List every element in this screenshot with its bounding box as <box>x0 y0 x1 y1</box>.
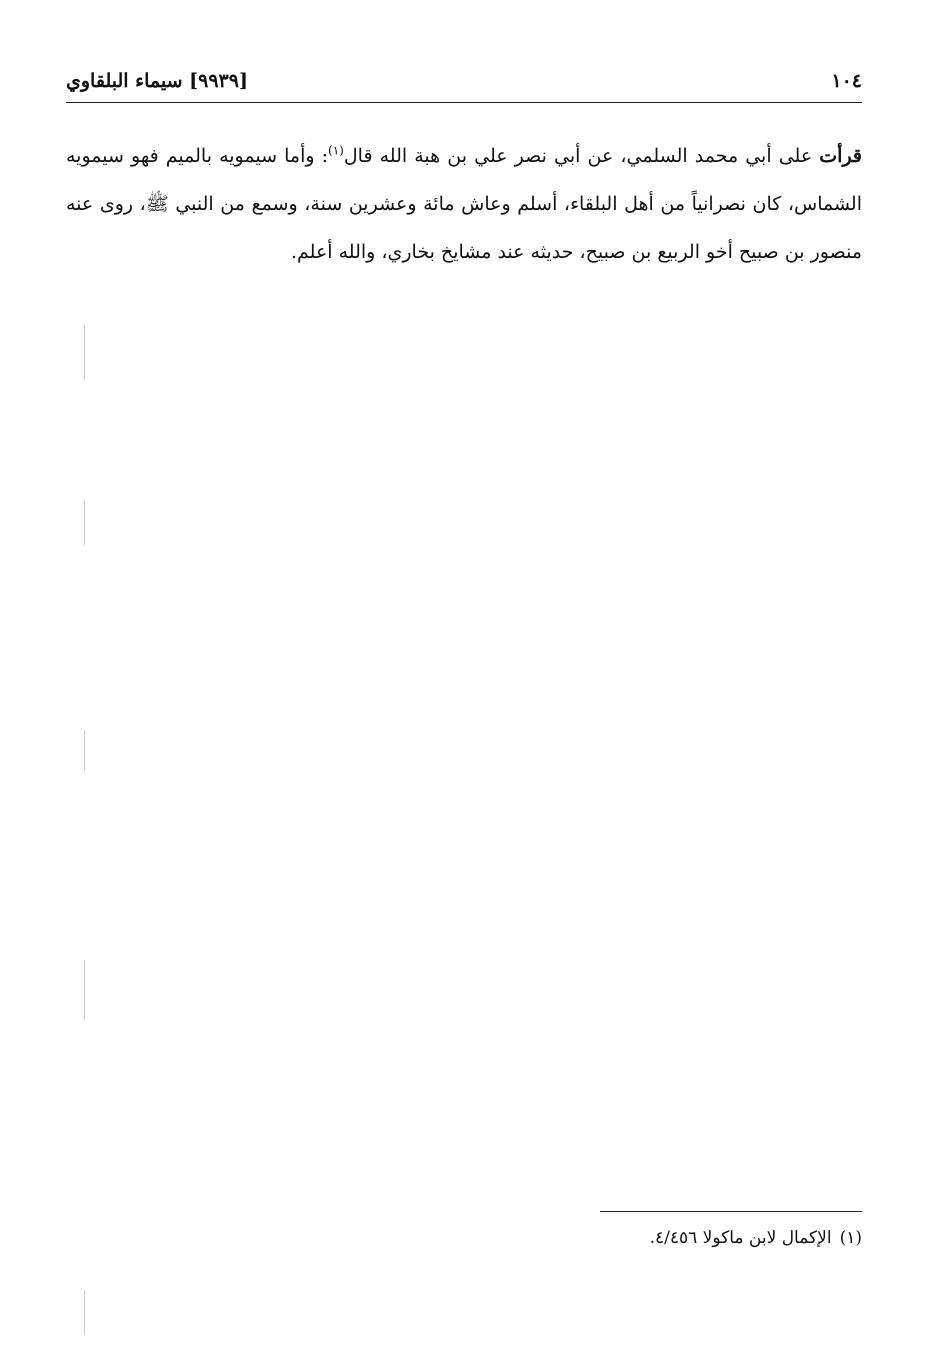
body-text-part2: : وأما سيمويه بالميم فهو سيمويه الشماس، كان نصرانياً من أهل البلقاء، أسلم وعاش مائة وعشرين سنة، وسمع من النبي ﷺ، روى عنه منصور بن صبيح أخو الربيع بن صبيح، حديثه عند مشايخ بخاري، والله أعلم. <box>66 145 862 263</box>
header-rule <box>66 102 862 103</box>
footnote <box>400 1224 862 1252</box>
footnote-marker: (١) <box>839 1228 862 1248</box>
page-number: ١٠٤ <box>831 70 862 92</box>
footnote-rule <box>600 1211 862 1212</box>
footnote-text: الإكمال لابن ماكولا ٤/٤٥٦. <box>649 1228 832 1248</box>
scan-mark <box>84 1290 85 1335</box>
page-header <box>66 70 862 100</box>
footnote-reference: (١) <box>328 143 344 158</box>
body-paragraph <box>66 132 862 276</box>
lead-word: قرأت <box>819 145 863 167</box>
scan-mark <box>84 325 85 380</box>
body-text-part1: على أبي محمد السلمي، عن أبي نصر علي بن هبة الله قال <box>343 145 820 167</box>
scan-mark <box>84 500 85 545</box>
running-head: [٩٩٣٩] سيماء البلقاوي <box>66 70 248 92</box>
scan-mark <box>84 730 85 770</box>
scan-mark <box>84 960 85 1020</box>
